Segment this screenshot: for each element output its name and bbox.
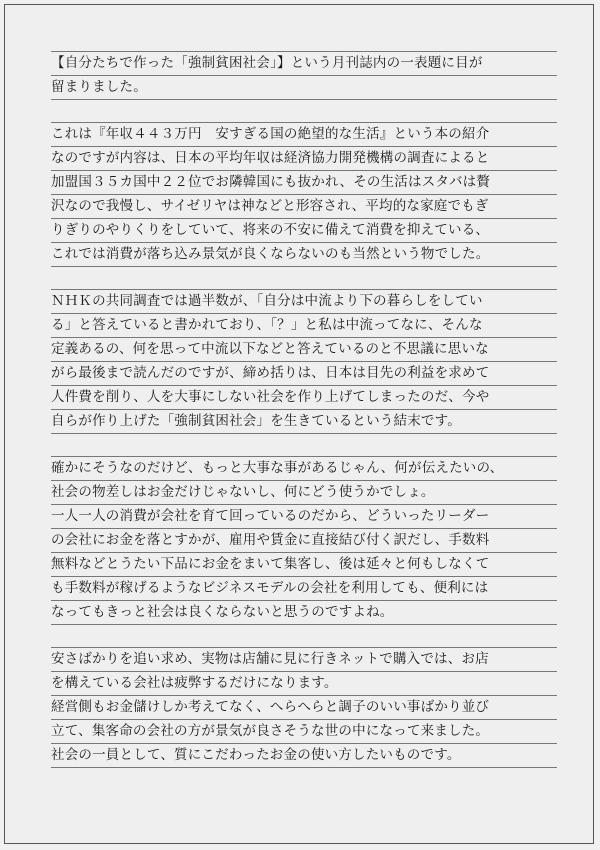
text-line: 確かにそうなのだけど、もっと大事な事があるじゃん、何が伝えたいの、 [51,457,557,481]
paragraph-gap [51,434,557,456]
paragraph-gap [51,100,557,122]
paragraph-gap [51,625,557,647]
text-line: これは『年収４４３万円 安すぎる国の絶望的な生活』という本の紹介 [51,123,557,147]
text-line: を構えている会社は疲弊するだけになります。 [51,672,557,696]
text-line: 沢なので我慢し、サイゼリヤは神などと形容され、平均的な家庭でもぎ [51,195,557,219]
text-line: これでは消費が落ち込み景気が良くならないのも当然という物でした。 [51,243,557,267]
text-line: 人件費を削り、人を大事にしない社会を作り上げてしまったのだ、今や [51,386,557,410]
text-line: なのですが内容は、日本の平均年収は経済協力開発機構の調査によると [51,147,557,171]
text-line: 無料などとうたい下品にお金をまいて集客し、後は延々と何もしなくて [51,553,557,577]
text-line: なってもきっと社会は良くならないと思うのですよね。 [51,601,557,625]
text-line: る」と答えていると書かれており、「？」と私は中流ってなに、そんな [51,314,557,338]
text-line: 社会の物差しはお金だけじゃないし、何にどう使うかでしょ。 [51,481,557,505]
text-line: 【自分たちで作った「強制貧困社会」】という月刊誌内の一表題に目が [51,52,557,76]
text-line: 一人一人の消費が会社を育て回っているのだから、どういったリーダー [51,505,557,529]
text-line: 社会の一員として、質にこだわったお金の使い方したいものです。 [51,744,557,768]
text-line: 加盟国３５カ国中２２位でお隣韓国にも抜かれ、その生活はスタバは贅 [51,171,557,195]
text-line: りぎりのやりくりをしていて、将来の不安に備えて消費を抑えている、 [51,219,557,243]
text-line: も手数料が稼げるようなビジネスモデルの会社を利用しても、便利には [51,577,557,601]
text-line: 安さばかりを追い求め、実物は店舗に見に行きネットで購入では、お店 [51,648,557,672]
document-page [4,4,594,844]
text-line: 立て、集客命の会社の方が景気が良さそうな世の中になって来ました。 [51,720,557,744]
text-line: 自らが作り上げた「強制貧困社会」を生きているという結末です。 [51,410,557,434]
text-line: ＮＨＫの共同調査では過半数が、「自分は中流より下の暮らしをしてい [51,290,557,314]
text-line: の会社にお金を落とすかが、雇用や賃金に直接結び付く訳だし、手数料 [51,529,557,553]
text-line: 経営側もお金儲けしか考えてなく、へらへらと調子のいい事ばかり並び [51,696,557,720]
document-body [51,51,557,768]
text-line: 留まりました。 [51,76,557,100]
text-line: 定義あるの、何を思って中流以下などと答えているのと不思議に思いな [51,338,557,362]
paragraph-gap [51,267,557,289]
text-line: がら最後まで読んだのですが、締め括りは、日本は目先の利益を求めて [51,362,557,386]
